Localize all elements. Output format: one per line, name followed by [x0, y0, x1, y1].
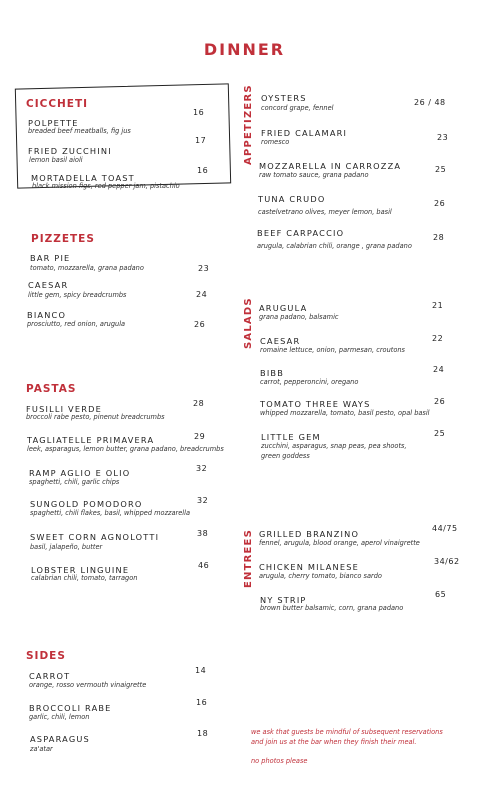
cicchetti-item-desc: black mission figs, red pepper jam, pistachio [32, 182, 180, 190]
appetizers-heading: APPETIZERS [243, 84, 254, 165]
pastas-item-name: RAMP AGLIO E OLIO [29, 468, 131, 478]
entrees-item-price: 65 [435, 590, 447, 599]
pastas-item-desc: calabrian chili, tomato, tarragon [31, 574, 138, 582]
appetizers-item-price: 23 [437, 133, 449, 142]
reservation-note-line1: we ask that guests be mindful of subsequent reservations [251, 728, 443, 736]
entrees-item-name: GRILLED BRANZINO [259, 529, 360, 539]
salads-item-desc: grana padano, balsamic [259, 313, 339, 321]
pizzettes-item-price: 26 [194, 320, 206, 329]
appetizers-item-desc: arugula, calabrian chili, orange , grana padano [257, 242, 412, 250]
sides-item-price: 16 [196, 698, 208, 707]
pizzettes-item-name: CAESAR [28, 280, 69, 290]
sides-item-desc: garlic, chili, lemon [29, 713, 90, 721]
salads-item-price: 24 [433, 365, 445, 374]
sides-item-price: 14 [195, 666, 207, 675]
appetizers-item-price: 25 [435, 165, 447, 174]
pastas-item-price: 28 [193, 399, 205, 408]
sides-item-name: BROCCOLI RABE [29, 703, 112, 713]
appetizers-item-price: 26 / 48 [414, 98, 446, 107]
salads-item-name: TOMATO THREE WAYS [260, 399, 371, 409]
pastas-item-price: 29 [194, 432, 206, 441]
sides-item-desc: za'atar [30, 745, 53, 753]
salads-item-price: 21 [432, 301, 444, 310]
salads-item-price: 26 [434, 397, 446, 406]
sides-item-desc: orange, rosso vermouth vinaigrette [29, 681, 147, 689]
pastas-item-desc: leek, asparagus, lemon butter, grana padano, breadcrumbs [27, 445, 224, 453]
appetizers-item-name: MOZZARELLA IN CARROZZA [259, 161, 402, 171]
appetizers-item-name: FRIED CALAMARI [261, 128, 348, 138]
pizzettes-item-name: BIANCO [27, 310, 67, 320]
pastas-heading: PASTAS [26, 383, 77, 395]
pastas-item-desc: basil, jalapeño, butter [30, 543, 103, 551]
pastas-item-price: 32 [196, 464, 208, 473]
salads-item-desc: whipped mozzarella, tomato, basil pesto, opal basil [260, 409, 430, 417]
salads-item-desc: carrot, pepperoncini, oregano [260, 378, 359, 386]
entrees-item-name: NY STRIP [260, 595, 307, 605]
appetizers-item-price: 28 [433, 233, 445, 242]
reservation-note-line2: and join us at the bar when they finish their meal. [251, 738, 417, 746]
appetizers-item-desc: romesco [261, 138, 290, 146]
cicchetti-item-name: FRIED ZUCCHINI [28, 146, 112, 156]
pizzettes-heading: PIZZETES [31, 233, 95, 245]
cicchetti-heading: CICCHETI [26, 98, 89, 110]
sides-heading: SIDES [26, 650, 66, 662]
appetizers-item-name: TUNA CRUDO [258, 194, 326, 204]
pastas-item-name: SWEET CORN AGNOLOTTI [30, 532, 160, 542]
pastas-item-price: 38 [197, 529, 209, 538]
entrees-item-price: 34/62 [434, 557, 460, 566]
pizzettes-item-price: 24 [196, 290, 208, 299]
appetizers-item-desc: raw tomato sauce, grana padano [259, 171, 369, 179]
cicchetti-item-desc: lemon basil aioli [29, 156, 83, 164]
pastas-item-desc: spaghetti, chili, garlic chips [29, 478, 120, 486]
cicchetti-item-price: 17 [195, 136, 207, 145]
salads-item-name: ARUGULA [259, 303, 308, 313]
salads-item-price: 25 [434, 429, 446, 438]
cicchetti-item-price: 16 [193, 108, 205, 117]
entrees-item-price: 44/75 [432, 524, 458, 533]
salads-item-desc: green goddess [261, 452, 310, 460]
entrees-item-desc: arugula, cherry tomato, bianco sardo [259, 572, 382, 580]
pastas-item-name: LOBSTER LINGUINE [31, 565, 130, 575]
appetizers-item-name: OYSTERS [261, 93, 307, 103]
salads-item-name: BIBB [260, 368, 285, 378]
page-title: DINNER [203, 40, 286, 59]
pizzettes-item-desc: tomato, mozzarella, grana padano [30, 264, 144, 272]
appetizers-item-price: 26 [434, 199, 446, 208]
pastas-item-desc: broccoli rabe pesto, pinenut breadcrumbs [26, 413, 165, 421]
cicchetti-item-price: 16 [197, 166, 209, 175]
salads-heading: SALADS [243, 297, 254, 349]
salads-item-price: 22 [432, 334, 444, 343]
salads-item-name: LITTLE GEM [261, 432, 321, 442]
entrees-heading: ENTREES [243, 529, 254, 588]
salads-item-desc: zucchini, asparagus, snap peas, pea shoots, [261, 442, 407, 450]
appetizers-item-desc: castelvetrano olives, meyer lemon, basil [258, 208, 392, 216]
appetizers-item-desc: concord grape, fennel [261, 104, 334, 112]
pastas-item-price: 32 [197, 496, 209, 505]
salads-item-desc: romaine lettuce, onion, parmesan, croutons [260, 346, 405, 354]
sides-item-name: ASPARAGUS [30, 734, 90, 744]
entrees-item-name: CHICKEN MILANESE [259, 562, 359, 572]
pastas-item-price: 46 [198, 561, 210, 570]
entrees-item-desc: brown butter balsamic, corn, grana padano [260, 604, 404, 612]
pizzettes-item-name: BAR PIE [30, 253, 71, 263]
entrees-item-desc: fennel, arugula, blood orange, aperol vinaigrette [259, 539, 420, 547]
cicchetti-item-name: MORTADELLA TOAST [31, 173, 135, 183]
sides-item-price: 18 [197, 729, 209, 738]
sides-item-name: CARROT [29, 671, 71, 681]
pastas-item-name: TAGLIATELLE PRIMAVERA [27, 435, 155, 445]
pastas-item-name: FUSILLI VERDE [26, 404, 102, 414]
pastas-item-desc: spaghetti, chili flakes, basil, whipped mozzarella [30, 509, 190, 517]
salads-item-name: CAESAR [260, 336, 301, 346]
appetizers-item-name: BEEF CARPACCIO [257, 228, 345, 238]
pizzettes-item-desc: prosciutto, red onion, arugula [27, 320, 126, 328]
pastas-item-name: SUNGOLD POMODORO [30, 499, 143, 509]
pizzettes-item-desc: little gem, spicy breadcrumbs [28, 291, 127, 299]
no-photos-note: no photos please [251, 757, 308, 765]
cicchetti-item-name: POLPETTE [28, 118, 79, 128]
pizzettes-item-price: 23 [198, 264, 210, 273]
cicchetti-item-desc: breaded beef meatballs, fig jus [28, 127, 131, 135]
